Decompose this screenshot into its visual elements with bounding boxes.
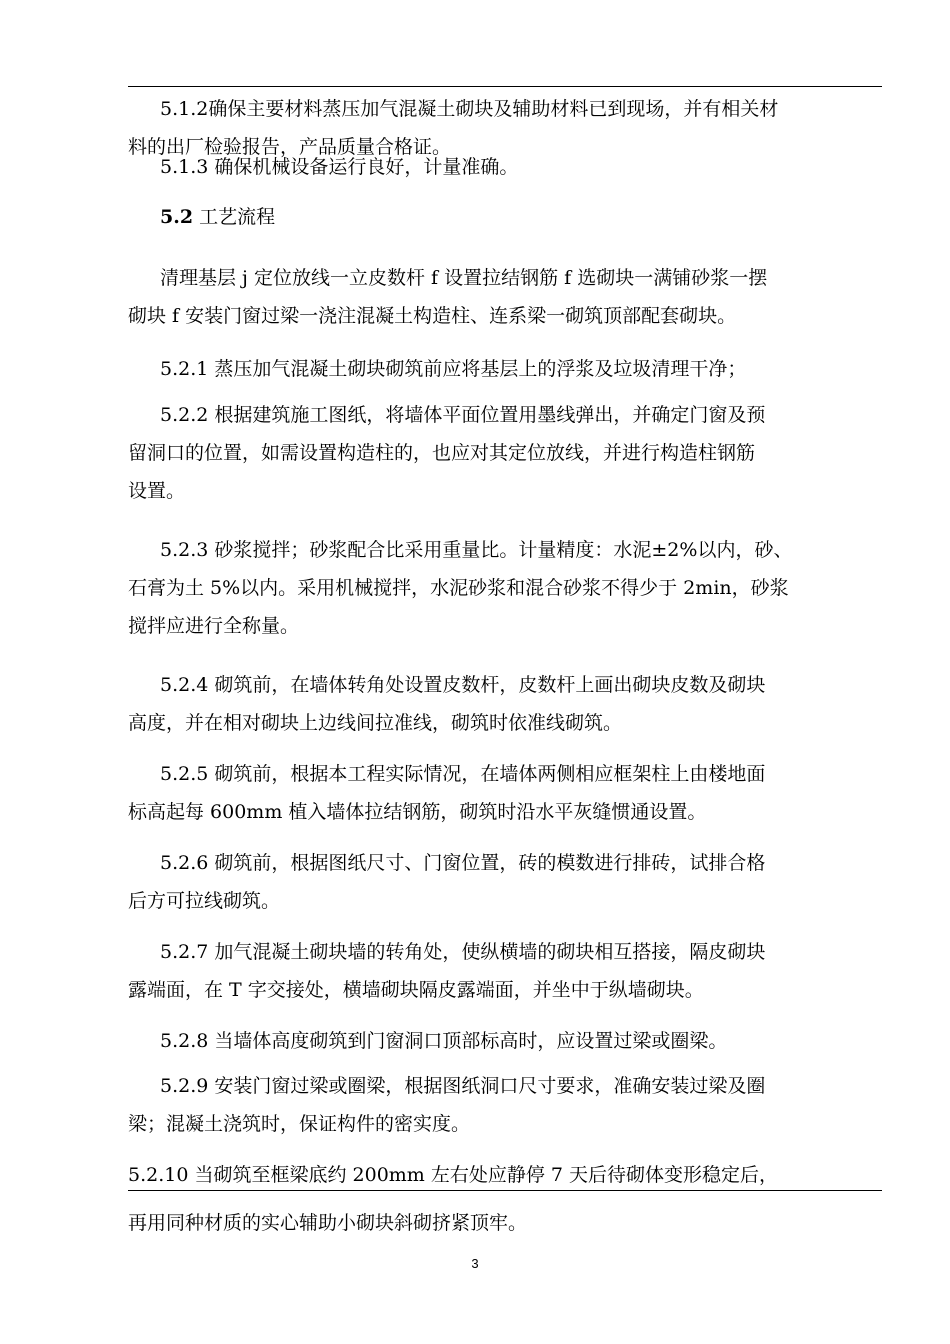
page-number: 3 (471, 1256, 479, 1271)
process-flow-paragraph: 清理基层 j 定位放线一立皮数杆 f 设置拉结钢筋 f 选砌块一满铺砂浆一摆 砌块 f 安装门窗过梁一浇注混凝土构造柱、连系梁一砌筑顶部配套砌块。 (128, 267, 768, 327)
heading-number: 5.2 (160, 206, 194, 228)
heading-text: 工艺流程 (193, 206, 276, 228)
paragraph-5-2-7: 5.2.7 加气混凝土砌块墙的转角处，使纵横墙的砌块相互搭接，隔皮砌块 露端面，在 T 字交接处，横墙砌块隔皮露端面，并坐中于纵墙砌块。 (128, 941, 766, 1001)
paragraph-continuation: 再用同种材质的实心辅助小砌块斜砌挤紧顶牢。 (128, 1212, 528, 1234)
paragraph-5-2-6: 5.2.6 砌筑前，根据图纸尺寸、门窗位置，砖的模数进行排砖，试排合格 后方可拉线砌筑。 (128, 852, 766, 912)
paragraph-5-2-10: 5.2.10 当砌筑至框梁底约 200mm 左右处应静停 7 天后待砌体变形稳定后， (128, 1164, 779, 1186)
paragraph-5-1-3: 5.1.3 确保机械设备运行良好，计量准确。 (160, 156, 519, 178)
paragraph-5-2-1: 5.2.1 蒸压加气混凝土砌块砌筑前应将基层上的浮浆及垃圾清理干净； (160, 358, 747, 380)
paragraph-5-2-9: 5.2.9 安装门窗过梁或圈梁，根据图纸洞口尺寸要求，准确安装过梁及圈 梁；混凝土浇筑时，保证构件的密实度。 (128, 1075, 766, 1135)
header-rule (128, 86, 882, 87)
paragraph-5-2-4: 5.2.4 砌筑前，在墙体转角处设置皮数杆，皮数杆上画出砌块皮数及砌块 高度，并在相对砌块上边线间拉准线，砌筑时依准线砌筑。 (128, 674, 766, 734)
paragraph-5-2-2: 5.2.2 根据建筑施工图纸，将墙体平面位置用墨线弹出，并确定门窗及预 留洞口的位置，如需设置构造柱的，也应对其定位放线，并进行构造柱钢筋 设置。 (128, 404, 766, 502)
paragraph-5-2-5: 5.2.5 砌筑前，根据本工程实际情况，在墙体两侧相应框架柱上由楼地面 标高起每 600mm 植入墙体拉结钢筋，砌筑时沿水平灰缝惯通设置。 (128, 763, 766, 823)
section-heading-5-2 (128, 198, 882, 236)
paragraph-5-2-3: 5.2.3 砂浆搅拌；砂浆配合比采用重量比。计量精度：水泥±2%以内，砂、 石膏为土 5%以内。采用机械搅拌，水泥砂浆和混合砂浆不得少于 2min，砂浆 搅拌应进行全称量。 (128, 539, 793, 637)
paragraph-5-1-2: 5.1.2确保主要材料蒸压加气混凝土砌块及辅助材料已到现场，并有相关材 料的出厂检验报告，产品质量合格证。 (128, 98, 779, 158)
footer-rule (128, 1190, 882, 1191)
paragraph-5-2-8: 5.2.8 当墙体高度砌筑到门窗洞口顶部标高时，应设置过梁或圈梁。 (160, 1030, 728, 1052)
